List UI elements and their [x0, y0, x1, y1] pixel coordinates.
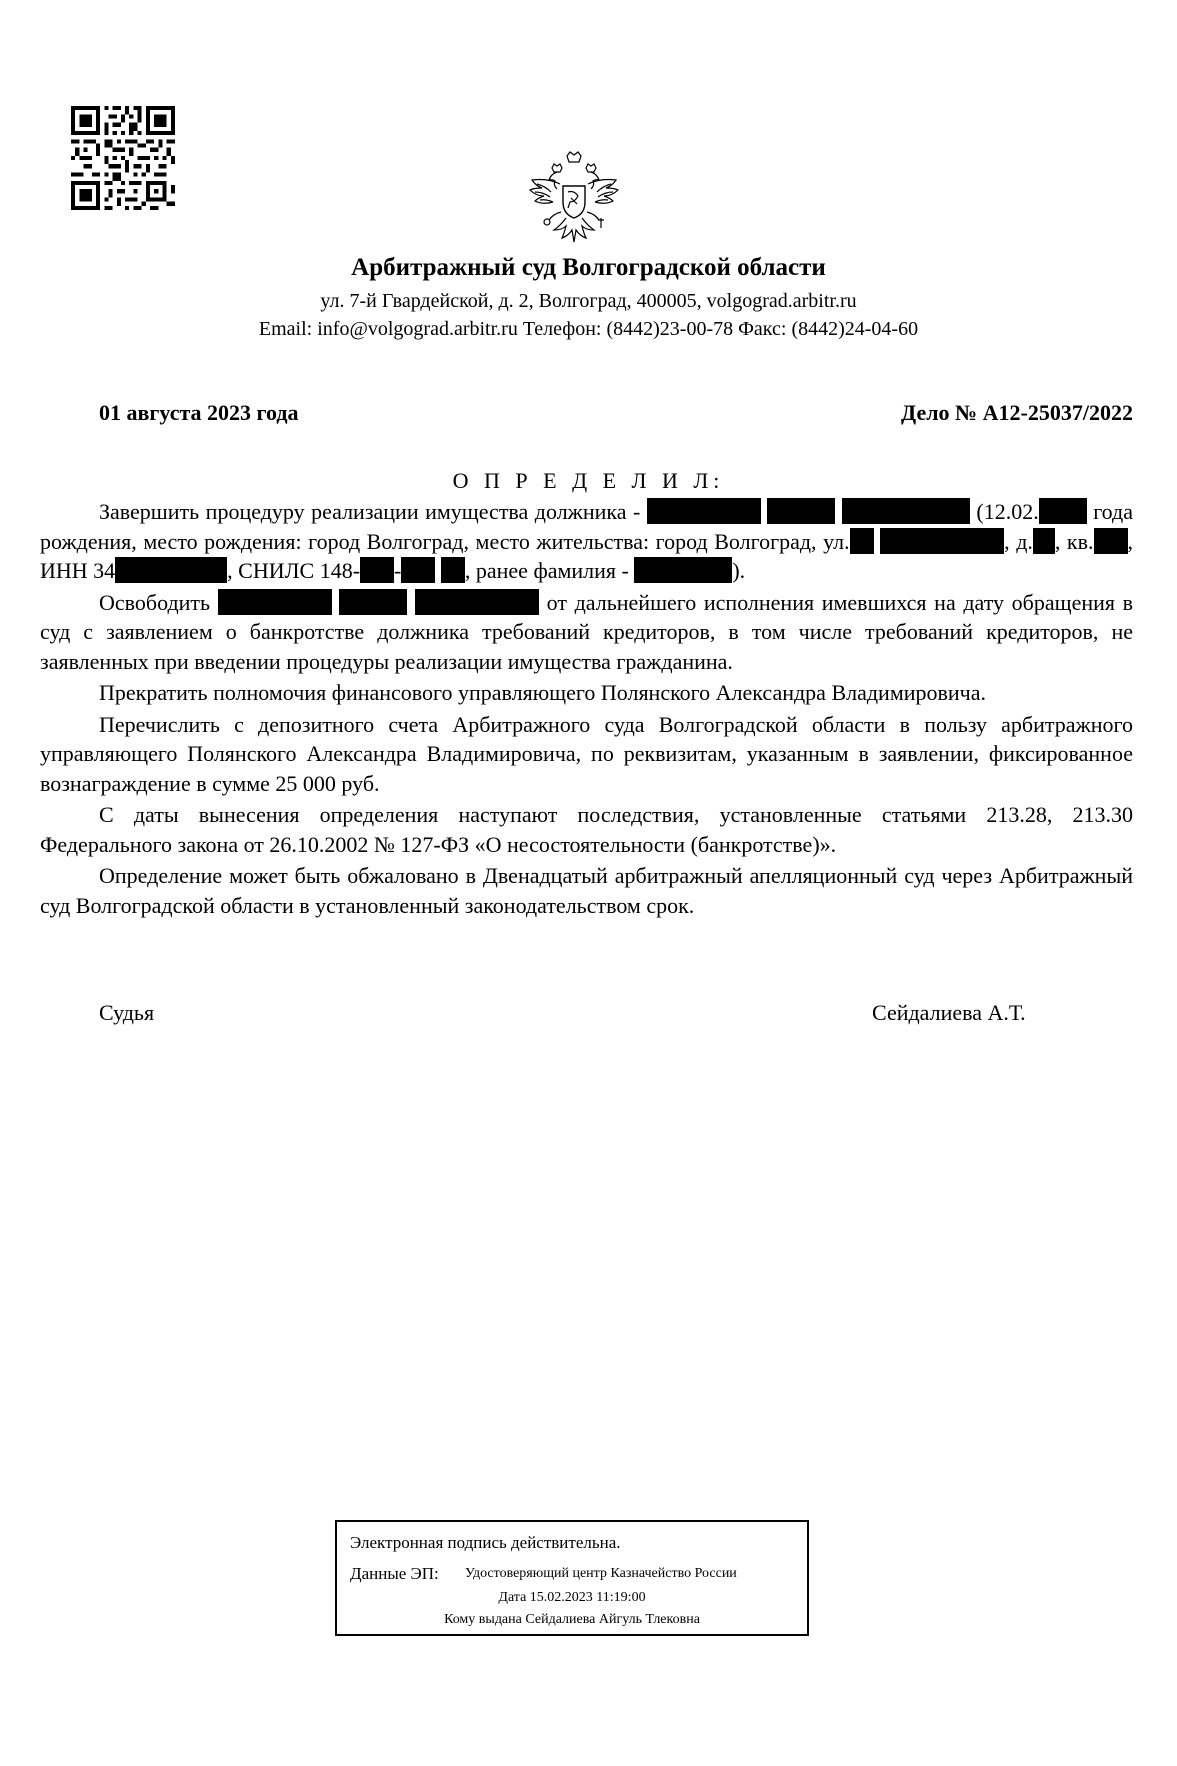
ruling-heading: О П Р Е Д Е Л И Л: [452, 468, 725, 493]
signature-date: Дата 15.02.2023 11:19:00 [498, 1590, 646, 1605]
ruling-body [40, 497, 1133, 922]
redaction-bar [850, 528, 874, 554]
redaction-bar [415, 589, 539, 615]
redaction-bar [115, 557, 227, 583]
paragraph-appeal: Определение может быть обжаловано в Двенадцатый арбитражный апелляционный суд через Арбитражный суд Волгоградской области в установленный законодательством срок. [40, 863, 1133, 918]
redaction-bar [767, 498, 835, 524]
signature-owner: Кому выдана Сейдалиева Айгуль Тлековна [444, 1612, 700, 1627]
redaction-bar [1094, 528, 1128, 554]
paragraph-release-obligations: Освободить от дальнейшего исполнения имевшихся на дату обращения в суд с заявлением о банкротстве должника требований кредиторов, в том числе требований кредиторов, не заявленных при введении процедуры реализации имущества гражданина. [40, 589, 1134, 674]
case-number: Дело № А12-25037/2022 [901, 400, 1133, 425]
judge-label: Судья [99, 1000, 155, 1025]
qr-code [71, 106, 175, 210]
court-address: ул. 7-й Гвардейской, д. 2, Волгоград, 400005, volgograd.arbitr.ru [320, 290, 857, 312]
redaction-bar [842, 498, 970, 524]
redaction-bar [634, 557, 732, 583]
court-name: Арбитражный суд Волгоградской области [351, 254, 826, 281]
redaction-bar [1039, 498, 1087, 524]
paragraph-transfer-fee: Перечислить с депозитного счета Арбитражного суда Волгоградской области в пользу арбитражного управляющего Полянского Александра Владимировича, по реквизитам, указанным в заявлении, фиксированное вознаграждение в сумме 25 000 руб. [40, 711, 1133, 796]
judge-name: Сейдалиева А.Т. [872, 1000, 1026, 1025]
paragraph-complete-procedure: Завершить процедуру реализации имущества должника - (12.02. года рождения, место рождения: город Волгоград, место жительства: город Волгоград, ул. , д. , кв. , ИНН 34 , СНИЛС 148- - , ранее фамилия - ). [40, 499, 1134, 583]
paragraph-consequences: С даты вынесения определения наступают последствия, установленные статьями 213.28, 213.30 Федерального закона от 26.10.2002 № 127-ФЗ «О несостоятельности (банкротстве)». [40, 802, 1133, 857]
redaction-bar [360, 557, 394, 583]
redaction-bar [1033, 528, 1055, 554]
coat-of-arms-emblem [527, 150, 621, 250]
redaction-bar [880, 528, 1004, 554]
electronic-signature-box [335, 1520, 809, 1636]
court-contacts: Email: info@volgograd.arbitr.ru Телефон: (8442)23-00-78 Факс: (8442)24-04-60 [258, 318, 919, 340]
paragraph-terminate-powers: Прекратить полномочия финансового управляющего Полянского Александра Владимировича. [99, 680, 987, 705]
redaction-bar [218, 589, 332, 615]
redaction-bar [339, 589, 407, 615]
signature-data-label: Данные ЭП: [350, 1564, 439, 1583]
ruling-date: 01 августа 2023 года [99, 400, 299, 425]
signature-issuer: Удостоверяющий центр Казначейство России [465, 1566, 737, 1581]
signature-status: Электронная подпись действительна. [350, 1533, 621, 1552]
redaction-bar [401, 557, 435, 583]
redaction-bar [647, 498, 761, 524]
redaction-bar [441, 557, 465, 583]
